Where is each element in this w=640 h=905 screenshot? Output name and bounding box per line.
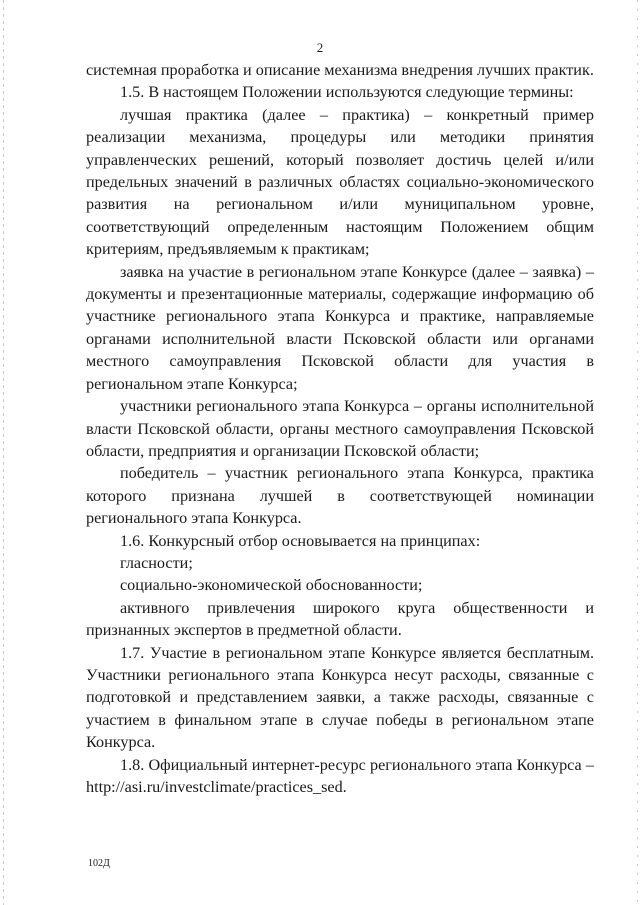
page-number: 2 bbox=[316, 40, 324, 55]
scan-edge-right bbox=[637, 0, 638, 905]
paragraph: лучшая практика (далее – практика) – конкретный пример реализации механизма, процедуры или методики принятия управленческих решений, который позволяет достичь целей и/или предельных значений в различных областях социально-экономического развития на региональном и/или муниципальном уровне, соответствующий определенным настоящим Положением общим критериям, предъявляемым к практикам; bbox=[86, 105, 594, 259]
paragraph: социально-экономической обоснованности; bbox=[120, 576, 423, 595]
paragraph: системная проработка и описание механизма внедрения лучших практик. bbox=[86, 61, 594, 79]
scan-edge-left bbox=[3, 0, 4, 905]
paragraph: победитель – участник регионального этапа Конкурса, практика которого признана лучшей в соответствующей номинации регионального этапа Конкурса. bbox=[86, 464, 594, 528]
paragraph: 1.7. Участие в региональном этапе Конкурсе является бесплатным. Участники регионального этапа Конкурса несут расходы, связанные с подготовкой и представлением заявки, а также расходы, связанные с участием в финальном этапе в случае победы в региональном этапе Конкурса. bbox=[86, 643, 594, 752]
paragraph: заявка на участие в региональном этапе Конкурсе (далее – заявка) – документы и презентационные материалы, содержащие информацию об участнике регионального этапа Конкурса и практике, направляемые органами исполнительной власти Псковской области или органами местного самоуправления Псковской области для участия в региональном этапе Конкурса; bbox=[86, 262, 594, 393]
document-body bbox=[86, 59, 594, 798]
paragraph: 1.6. Конкурсный отбор основывается на принципах: bbox=[120, 531, 481, 550]
paragraph: участники регионального этапа Конкурса – органы исполнительной власти Псковской области, органы местного самоуправления Псковской области, предприятия и организации Псковской области; bbox=[86, 397, 594, 460]
document-code: 102Д bbox=[88, 858, 110, 869]
paragraph: активного привлечения широкого круга общественности и признанных экспертов в предметной области. bbox=[86, 598, 594, 640]
paragraph: 1.8. Официальный интернет-ресурс регионального этапа Конкурса – http://asi.ru/investclimate/practices_sed. bbox=[86, 755, 594, 796]
paragraph: 1.5. В настоящем Положении используются следующие термины: bbox=[120, 83, 574, 102]
paragraph: гласности; bbox=[120, 553, 193, 572]
